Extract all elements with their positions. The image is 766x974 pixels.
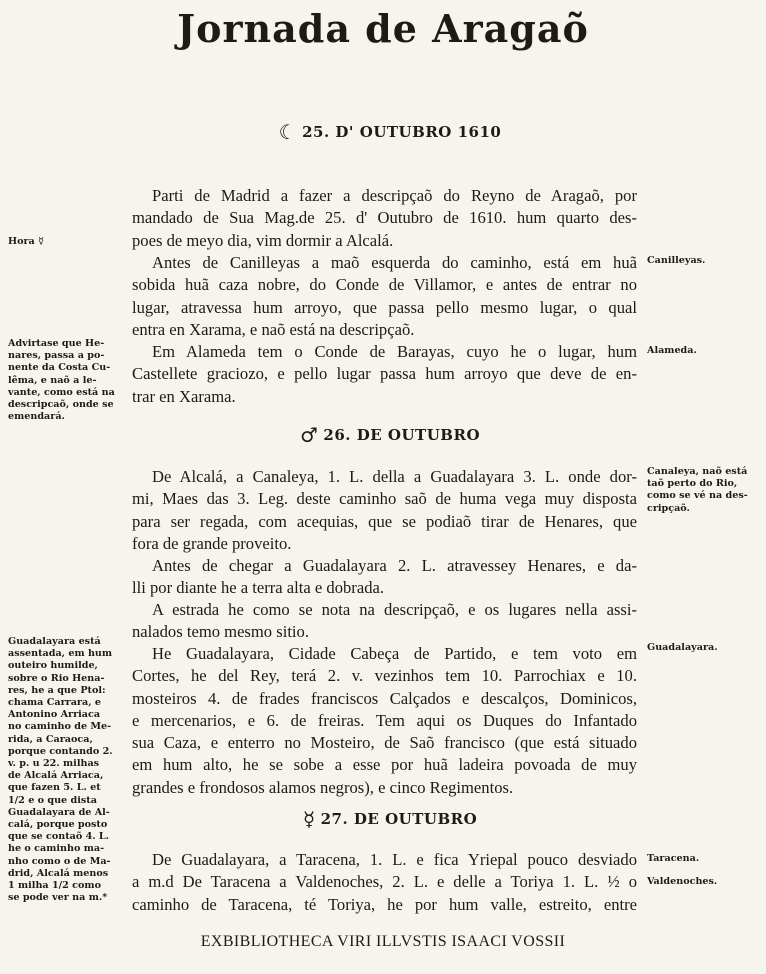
margin-note-alameda: Alameda. [647, 345, 697, 356]
note-line: se pode ver na m.* [8, 892, 108, 904]
section-heading-text: 25. D' OUTUBRO 1610 [302, 123, 502, 141]
text-line: De Alcalá, a Canaleya, 1. L. della a Guadalayara 3. L. onde dor- [152, 467, 637, 486]
note-line: no caminho de Me- [8, 721, 112, 733]
margin-note-valdenoches: Valdenoches. [647, 876, 718, 887]
text-line: Em Alameda tem o Conde de Barayas, cuyo he o lugar, hum [152, 342, 637, 361]
note-line: vante, como está na [8, 386, 115, 398]
paragraph-henares-crossing [132, 555, 637, 600]
text-line: sobida huã caza nobre, do Conde de Villamor, e antes de entrar no [132, 275, 637, 295]
note-line: de Alcalá Arriaca, [8, 770, 104, 782]
paragraph-estrada [132, 599, 637, 644]
section-heading-25-outubro [140, 118, 640, 142]
note-line: Guadalayara de Al- [8, 806, 110, 818]
note-line: drid, Alcalá menos [8, 867, 109, 879]
mercury-icon: ☿ [302, 807, 316, 831]
note-line: Canaleya, naõ está [647, 466, 748, 477]
text-line: mi, Maes das 3. Leg. deste caminho saõ de huma vega muy disposta [132, 489, 637, 509]
mars-icon: ♂ [299, 423, 319, 447]
note-line: rida, a Caraoca, [8, 733, 93, 745]
note-line: res, he a que Ptol: [8, 684, 106, 696]
note-line: nares, passa a po- [8, 350, 105, 362]
note-line: emendará. [8, 411, 65, 423]
text-line: fora de grande proveito. [132, 533, 292, 553]
note-line: Advirtase que He- [8, 338, 105, 349]
note-line: que fazen 5. L. et [8, 782, 101, 794]
text-line: a m.d De Taracena a Valdenoches, 2. L. e delle a Toriya 1. L. ½ o [132, 872, 637, 892]
note-line: chama Carrara, e [8, 697, 101, 709]
paragraph-departure [132, 185, 637, 252]
note-line: calá, porque posto [8, 819, 108, 831]
text-line: em hum alto, he se sobe a esse por huã ladeira povoada de muy [132, 755, 637, 775]
note-line: que se contaõ 4. L. [8, 831, 110, 843]
margin-note-taracena: Taracena. [647, 853, 700, 864]
text-line: entra en Xarama, e naõ está na descripçaõ. [132, 319, 415, 339]
note-line: cripçaõ. [647, 502, 690, 514]
note-line: sobre o Rio Hena- [8, 672, 105, 684]
text-line: sua Caza, e enterro no Mosteiro, de Saõ francisco (que está situado [132, 733, 637, 753]
text-line: He Guadalayara, Cidade Cabeça de Partido, e tem voto em [152, 644, 637, 663]
note-line: 1 milha 1/2 como [8, 880, 101, 892]
text-line: Castellete graciozo, e pello lugar passa hum arroyo que deve de en- [132, 364, 637, 384]
note-line: descripcaõ, onde se [8, 399, 114, 411]
text-line: para ser regada, com acequias, que se podiaõ tirar de Henares, que [132, 511, 637, 531]
paragraph-canilleyas [132, 252, 637, 341]
text-line: nalados temo mesmo sitio. [132, 622, 309, 642]
text-line: caminho de Taracena, té Toriya, he por hum valle, estreito, entre [132, 894, 637, 914]
text-line: lli por diante he a terra alta e dobrada. [132, 578, 385, 598]
text-line: De Guadalayara, a Taracena, 1. L. e fica Yriepal pouco desviado [152, 850, 637, 869]
text-line: mosteiros 4. de frades franciscos Calçados e descalços, Dominicos, [132, 688, 637, 708]
moon-icon: ☾ [278, 120, 298, 144]
note-line: nente da Costa Cu- [8, 362, 111, 374]
section-heading-26-outubro [140, 421, 640, 445]
text-line: poes de meyo dia, vim dormir a Alcalá. [132, 230, 394, 250]
paragraph-taracena [132, 849, 637, 916]
library-stamp-footer: EXBIBLIOTHECA VIRI ILLVSTIS ISAACI VOSSII [200, 933, 566, 950]
margin-note-canaleya [647, 466, 748, 515]
paragraph-alameda [132, 341, 637, 408]
margin-note-hora: Hora ☿ [8, 236, 44, 247]
text-line: grandes e frondosos alamos negros), e cinco Regimentos. [132, 777, 514, 797]
text-line: Cortes, he del Rey, terá 2. v. vezinhos tem 10. Parrochiax e 10. [132, 666, 637, 686]
margin-note-advirtase [8, 338, 115, 423]
note-line: taõ perto do Rio, [647, 478, 738, 490]
note-line: outeiro humilde, [8, 660, 98, 672]
text-line: mandado de Sua Mag.de 25. d' Outubro de 1610. hum quarto des- [132, 208, 637, 228]
page-title: Jornada de Aragaõ [177, 6, 589, 51]
text-line: e mercenarios, e 6. de freiras. Tem aqui os Duques do Infantado [132, 710, 637, 730]
note-line: 1/2 e o que dista [8, 794, 97, 806]
margin-note-canilleyas: Canilleyas. [647, 255, 706, 266]
text-line: trar en Xarama. [132, 386, 236, 406]
note-line: he o caminho ma- [8, 843, 105, 855]
text-line: Antes de Canilleyas a maõ esquerda do caminho, está em huã [152, 253, 637, 272]
paragraph-canaleya [132, 466, 637, 555]
section-heading-text: 26. DE OUTUBRO [323, 426, 481, 444]
note-line: lêma, e naõ a le- [8, 374, 97, 386]
note-line: porque contando 2. [8, 745, 113, 757]
section-heading-27-outubro [140, 805, 640, 829]
margin-note-guadalayara: Guadalayara. [647, 642, 718, 653]
paragraph-guadalayara [132, 643, 637, 799]
text-line: Antes de chegar a Guadalayara 2. L. atravessey Henares, e da- [152, 556, 637, 575]
note-line: nho como o de Ma- [8, 855, 111, 867]
note-line: Guadalayara está [8, 636, 101, 647]
note-line: assentada, em hum [8, 648, 113, 660]
section-heading-text: 27. DE OUTUBRO [320, 810, 478, 828]
margin-note-guadalayara-history [8, 636, 113, 904]
note-line: como se vé na des- [647, 490, 748, 502]
note-line: Antonino Arriaca [8, 709, 101, 721]
note-line: v. p. u 22. milhas [8, 758, 100, 770]
text-line: A estrada he como se nota na descripçaõ, e os lugares nella assi- [152, 600, 637, 619]
text-line: Parti de Madrid a fazer a descripçaõ do Reyno de Aragaõ, por [152, 186, 637, 205]
text-line: lugar, atravessa hum arroyo, que passa pello mesmo lugar, o qual [132, 297, 637, 317]
